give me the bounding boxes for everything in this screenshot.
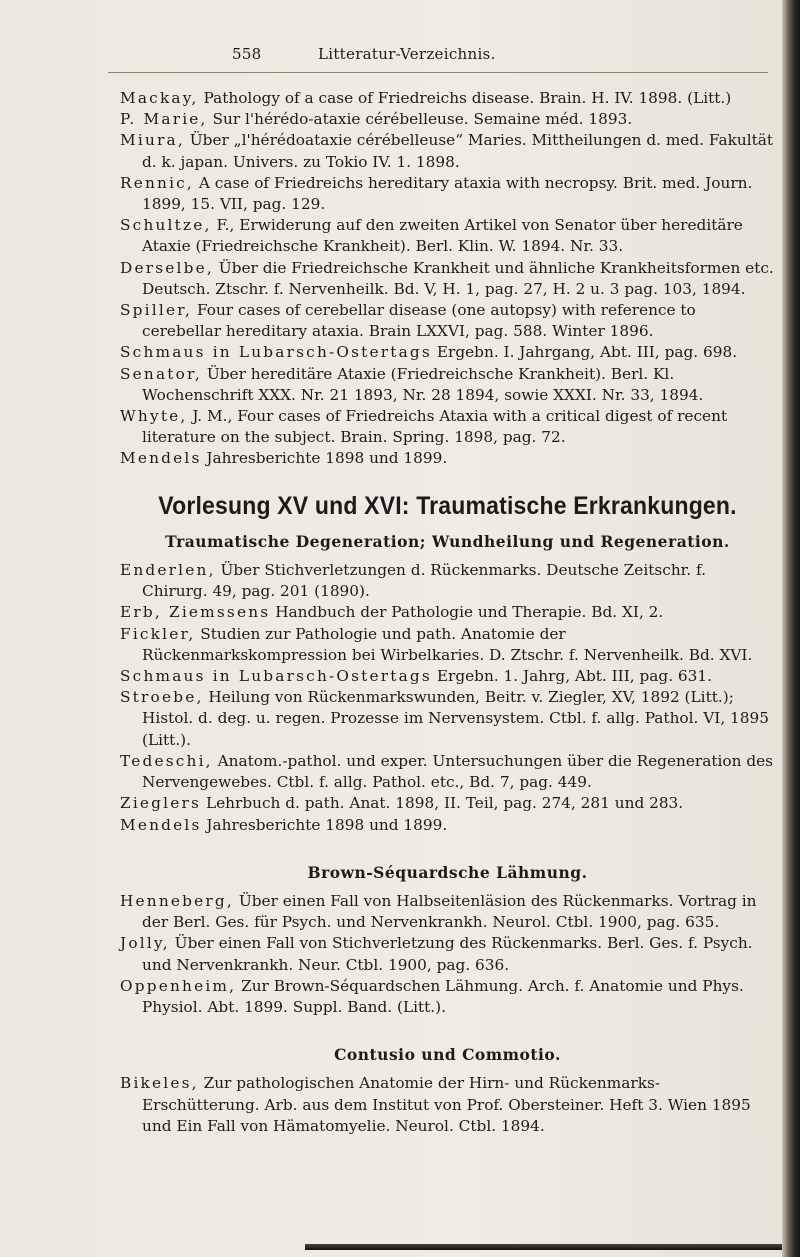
bibliography-entry	[120, 88, 775, 109]
entry-text: Zur pathologischen Anatomie der Hirn- und Rückenmarks-Erschütterung. Arb. aus dem Institut von Prof. Obersteiner. Heft 3. Wien 1895 und Ein Fall von Hämatomyelie. Neurol. Ctbl. 1894.	[142, 1074, 751, 1135]
entry-author: P. Marie,	[120, 110, 208, 129]
bibliography-list-brown-sequard	[120, 891, 775, 1018]
bibliography-entry	[120, 1073, 775, 1137]
entry-author: Jolly,	[120, 934, 170, 953]
entry-text: Über einen Fall von Halbseitenläsion des Rückenmarks. Vortrag in der Berl. Ges. für Psych. und Nervenkrankh. Neurol. Ctbl. 1900, pag. 635.	[142, 891, 757, 932]
entry-author: Henneberg,	[120, 891, 234, 910]
entry-author: Fickler,	[120, 624, 196, 643]
entry-text: Lehrbuch d. path. Anat. 1898, II. Teil, pag. 274, 281 und 283.	[201, 794, 684, 813]
bibliography-list-traumatic-degeneration	[120, 560, 775, 836]
entry-text: F., Erwiderung auf den zweiten Artikel von Senator über hereditäre Ataxie (Friedreichsche Krankheit). Berl. Klin. W. 1894. Nr. 33.	[142, 216, 743, 256]
entry-text: Zur Brown-Séquardschen Lähmung. Arch. f. Anatomie und Phys. Physiol. Abt. 1899. Suppl. Band. (Litt.).	[142, 976, 744, 1016]
bibliography-entry	[120, 560, 775, 602]
entry-author: Derselbe,	[120, 258, 214, 277]
entry-text: Ergebn. 1. Jahrg, Abt. III, pag. 631.	[431, 667, 712, 686]
bibliography-entry	[120, 300, 775, 342]
entry-text: Four cases of cerebellar disease (one autopsy) with reference to cerebellar hereditary ataxia. Brain LXXVI, pag. 588. Winter 1896.	[142, 301, 696, 341]
bibliography-entry	[120, 602, 775, 623]
bibliography-entry	[120, 406, 775, 448]
bibliography-entry	[120, 215, 775, 257]
entry-text: Ergebn. I. Jahrgang, Abt. III, pag. 698.	[431, 343, 738, 362]
header-rule	[108, 72, 768, 73]
bibliography-entry	[120, 933, 775, 975]
bibliography-entry	[120, 448, 775, 469]
entry-text: Über einen Fall von Stichverletzung des Rückenmarks. Berl. Ges. f. Psych. und Nervenkrankh. Neur. Ctbl. 1900, pag. 636.	[142, 934, 753, 974]
bibliography-entry	[120, 258, 775, 300]
entry-author: Spiller,	[120, 301, 193, 320]
entry-author: Mackay,	[120, 89, 199, 107]
entry-author: Stroebe,	[120, 688, 204, 707]
entry-text: Pathology of a case of Friedreichs disease. Brain. H. IV. 1898. (Litt.)	[198, 89, 732, 107]
entry-author: Mendels	[120, 815, 202, 834]
entry-author: Oppenheim,	[120, 976, 237, 995]
entry-text: Sur l'hérédo-ataxie cérébelleuse. Semaine méd. 1893.	[207, 110, 633, 129]
bibliography-entry	[120, 109, 775, 130]
bibliography-entry	[120, 976, 775, 1018]
bibliography	[120, 88, 775, 1137]
entry-author: Mendels	[120, 449, 202, 468]
entry-text: Über die Friedreichsche Krankheit und ähnliche Krankheitsformen etc. Deutsch. Ztschr. f. Nervenheilk. Bd. V, H. 1, pag. 27, H. 2 u. 3 pag. 103, 1894.	[142, 258, 774, 298]
bibliography-entry	[120, 666, 775, 687]
bibliography-entry	[120, 793, 775, 814]
page-edge	[782, 0, 800, 1257]
entry-author: Erb, Ziemssens	[120, 603, 271, 622]
entry-text: Handbuch der Pathologie und Therapie. Bd. XI, 2.	[270, 603, 664, 622]
entry-text: Über Stichverletzungen d. Rückenmarks. Deutsche Zeitschr. f. Chirurg. 49, pag. 201 (1890).	[142, 561, 707, 601]
entry-author: Tedeschi,	[120, 751, 213, 770]
bibliography-list-contusio	[120, 1073, 775, 1137]
entry-author: Miura,	[120, 131, 185, 150]
entry-text: Jahresberichte 1898 und 1899.	[201, 449, 448, 468]
entry-text: Studien zur Pathologie und path. Anatomie der Rückenmarkskompression bei Wirbelkaries. D. Ztschr. f. Nervenheilk. Bd. XVI.	[142, 624, 753, 664]
entry-text: J. M., Four cases of Friedreichs Ataxia with a critical digest of recent literature on the subject. Brain. Spring. 1898, pag. 72.	[142, 407, 728, 447]
entry-author: Schmaus in Lubarsch-Ostertags	[120, 667, 432, 686]
entry-text: Anatom.-pathol. und exper. Untersuchungen über die Regeneration des Nervengewebes. Ctbl. f. allg. Pathol. etc., Bd. 7, pag. 449.	[142, 751, 774, 792]
section-heading-brown-sequard: Brown-Séquardsche Lähmung.	[307, 862, 588, 882]
bibliography-entry	[120, 891, 775, 933]
running-title: Litteratur-Verzeichnis.	[318, 45, 496, 63]
section-heading-traumatic-degeneration: Traumatische Degeneration; Wundheilung und Regeneration.	[165, 531, 730, 551]
bibliography-entry	[120, 364, 775, 406]
bibliography-entry	[120, 130, 775, 172]
entry-author: Bikeles,	[120, 1074, 199, 1093]
page-number: 558	[232, 45, 262, 63]
bibliography-entry	[120, 342, 775, 363]
bibliography-entry	[120, 624, 775, 666]
bibliography-entry	[120, 687, 775, 751]
lecture-heading: Vorlesung XV und XVI: Traumatische Erkrankungen.	[158, 491, 737, 520]
entry-text: Über „l'hérédoataxie cérébelleuse“ Maries. Mittheilungen d. med. Fakultät d. k. japan. Univers. zu Tokio IV. 1. 1898.	[142, 131, 774, 171]
entry-author: Schultze,	[120, 216, 212, 235]
entry-text: Heilung von Rückenmarkswunden, Beitr. v. Ziegler, XV, 1892 (Litt.); Histol. d. deg. u. regen. Prozesse im Nervensystem. Ctbl. f. allg. Pathol. VI, 1895 (Litt.).	[142, 688, 769, 749]
entry-text: Jahresberichte 1898 und 1899.	[201, 815, 448, 834]
bottom-edge-shadow	[305, 1244, 782, 1250]
entry-author: Enderlen,	[120, 561, 216, 580]
bibliography-entry	[120, 173, 775, 215]
bibliography-entry	[120, 751, 775, 793]
section-heading-contusio: Contusio und Commotio.	[334, 1045, 561, 1065]
entry-author: Whyte,	[120, 407, 188, 426]
entry-author: Senator,	[120, 364, 202, 383]
entry-author: Rennic,	[120, 173, 194, 192]
entry-author: Zieglers	[120, 794, 202, 813]
bibliography-list-top	[120, 88, 775, 470]
entry-author: Schmaus in Lubarsch-Ostertags	[120, 343, 432, 362]
bibliography-entry	[120, 815, 775, 836]
entry-text: Über hereditäre Ataxie (Friedreichsche Krankheit). Berl. Kl. Wochenschrift XXX. Nr. 21 1893, Nr. 28 1894, sowie XXXI. Nr. 33, 1894.	[142, 364, 704, 404]
entry-text: A case of Friedreichs hereditary ataxia with necropsy. Brit. med. Journ. 1899, 15. VII, pag. 129.	[142, 173, 753, 214]
